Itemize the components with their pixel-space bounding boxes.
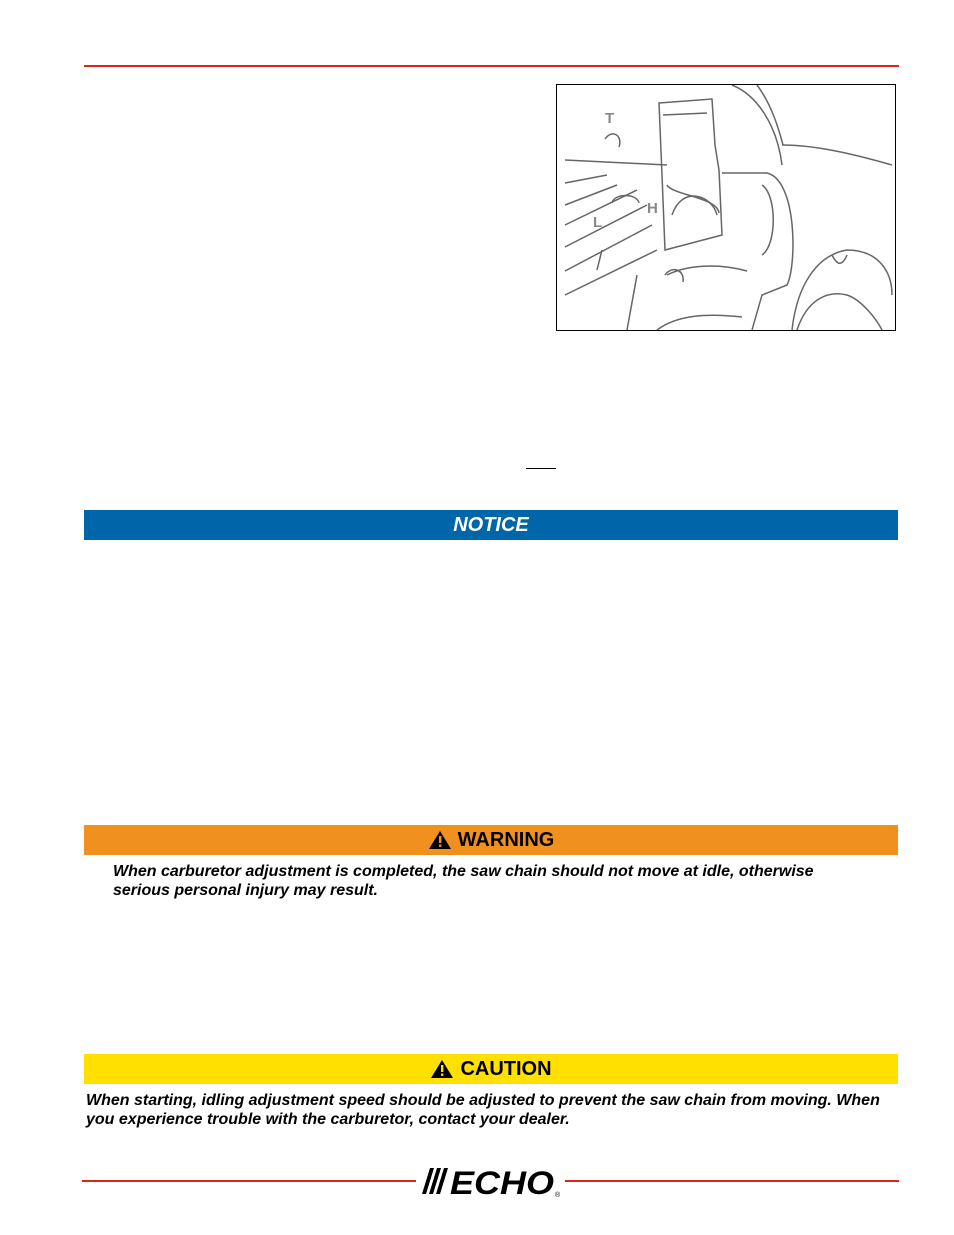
footer-rule-right [565, 1180, 899, 1182]
l-label: L [593, 214, 603, 231]
underline-mark [526, 468, 556, 469]
header-rule [84, 65, 899, 67]
warning-banner [84, 825, 898, 855]
logo-text: ECHO [450, 1165, 555, 1200]
caution-banner [84, 1054, 898, 1084]
caution-text: When starting, idling adjustment speed should be adjusted to prevent the saw chain from moving. When you experience trouble with the carburetor, contact your dealer. [86, 1092, 880, 1128]
notice-banner [84, 510, 898, 540]
carburetor-illustration [556, 84, 896, 331]
caution-title: CAUTION [460, 1057, 552, 1080]
t-label: T [605, 110, 615, 127]
warning-title: WARNING [457, 828, 555, 851]
warning-triangle-icon [428, 830, 452, 850]
carburetor-drawing [557, 85, 896, 331]
notice-title: NOTICE [453, 513, 529, 536]
echo-logo [420, 1164, 565, 1200]
warning-text: When carburetor adjustment is completed, the saw chain should not move at idle, otherwise serious personal injury may result. [113, 863, 814, 899]
footer-rule-left [82, 1180, 416, 1182]
h-label: H [647, 200, 658, 217]
registered-mark: ® [555, 1192, 561, 1199]
caution-triangle-icon [430, 1059, 454, 1079]
